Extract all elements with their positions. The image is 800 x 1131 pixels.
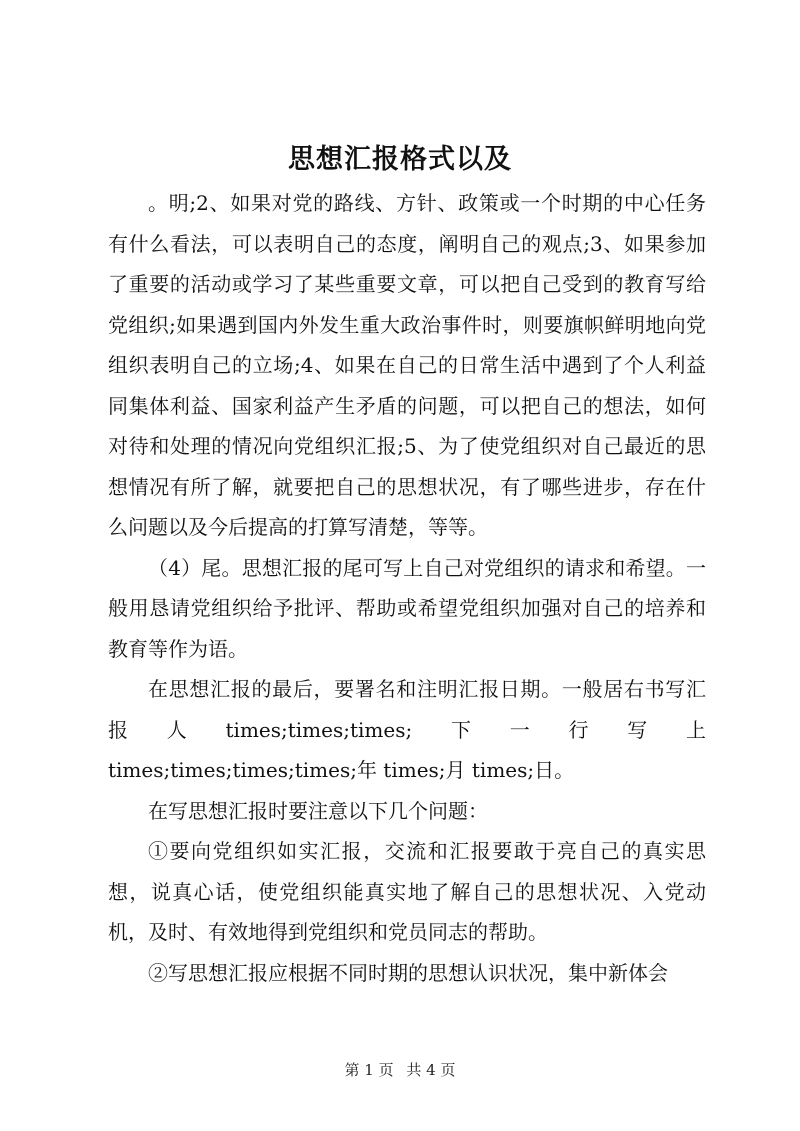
paragraph: 在写思想汇报时要注意以下几个问题： — [148, 798, 488, 823]
paragraph-signature-instruction: 在思想汇报的最后，要署名和注明汇报日期。一般居右书写汇 报 人 times;times;times; 下 一 行 写 上 — [108, 677, 726, 742]
page-number: 第 1 页 — [344, 1061, 394, 1079]
paragraph-signature-continuation: times;times;times;times;年 times;月 times;日。 — [108, 758, 575, 782]
document-body — [108, 183, 726, 993]
paragraph: （4）尾。思想汇报的尾可写上自己对党组织的请求和希望。一般用恳请党组织给予批评、帮助或希望党组织加强对自己的培养和教育等作为语。 — [108, 555, 706, 661]
paragraph: 。明;2、如果对党的路线、方针、政策或一个时期的中心任务有什么看法，可以表明自己的态度，阐明自己的观点;3、如果参加了重要的活动或学习了某些重要文章，可以把自己受到的教育写给党组织;如果遇到国内外发生重大政治事件时，则要旗帜鲜明地向党组织表明自己的立场;4、如果在自己的日常生活中遇到了个人利益同集体利益、国家利益产生矛盾的问题，可以把自己的想法，如何对待和处理的情况向党组织汇报;5、为了使党组织对自己最近的思想情况有所了解，就要把自己的思想状况，有了哪些进步，存在什么问题以及今后提高的打算写清楚，等等。 — [108, 191, 706, 539]
paragraph: ①要向党组织如实汇报，交流和汇报要敢于亮自己的真实思想，说真心话，使党组织能真实地了解自己的思想状况、入党动机，及时、有效地得到党组织和党员同志的帮助。 — [108, 839, 706, 944]
page-footer — [0, 1060, 800, 1080]
paragraph: ②写思想汇报应根据不同时期的思想认识状况，集中新体会 — [148, 960, 668, 985]
document-title: 思想汇报格式以及 — [288, 144, 512, 175]
page-total: 共 4 页 — [406, 1061, 456, 1079]
